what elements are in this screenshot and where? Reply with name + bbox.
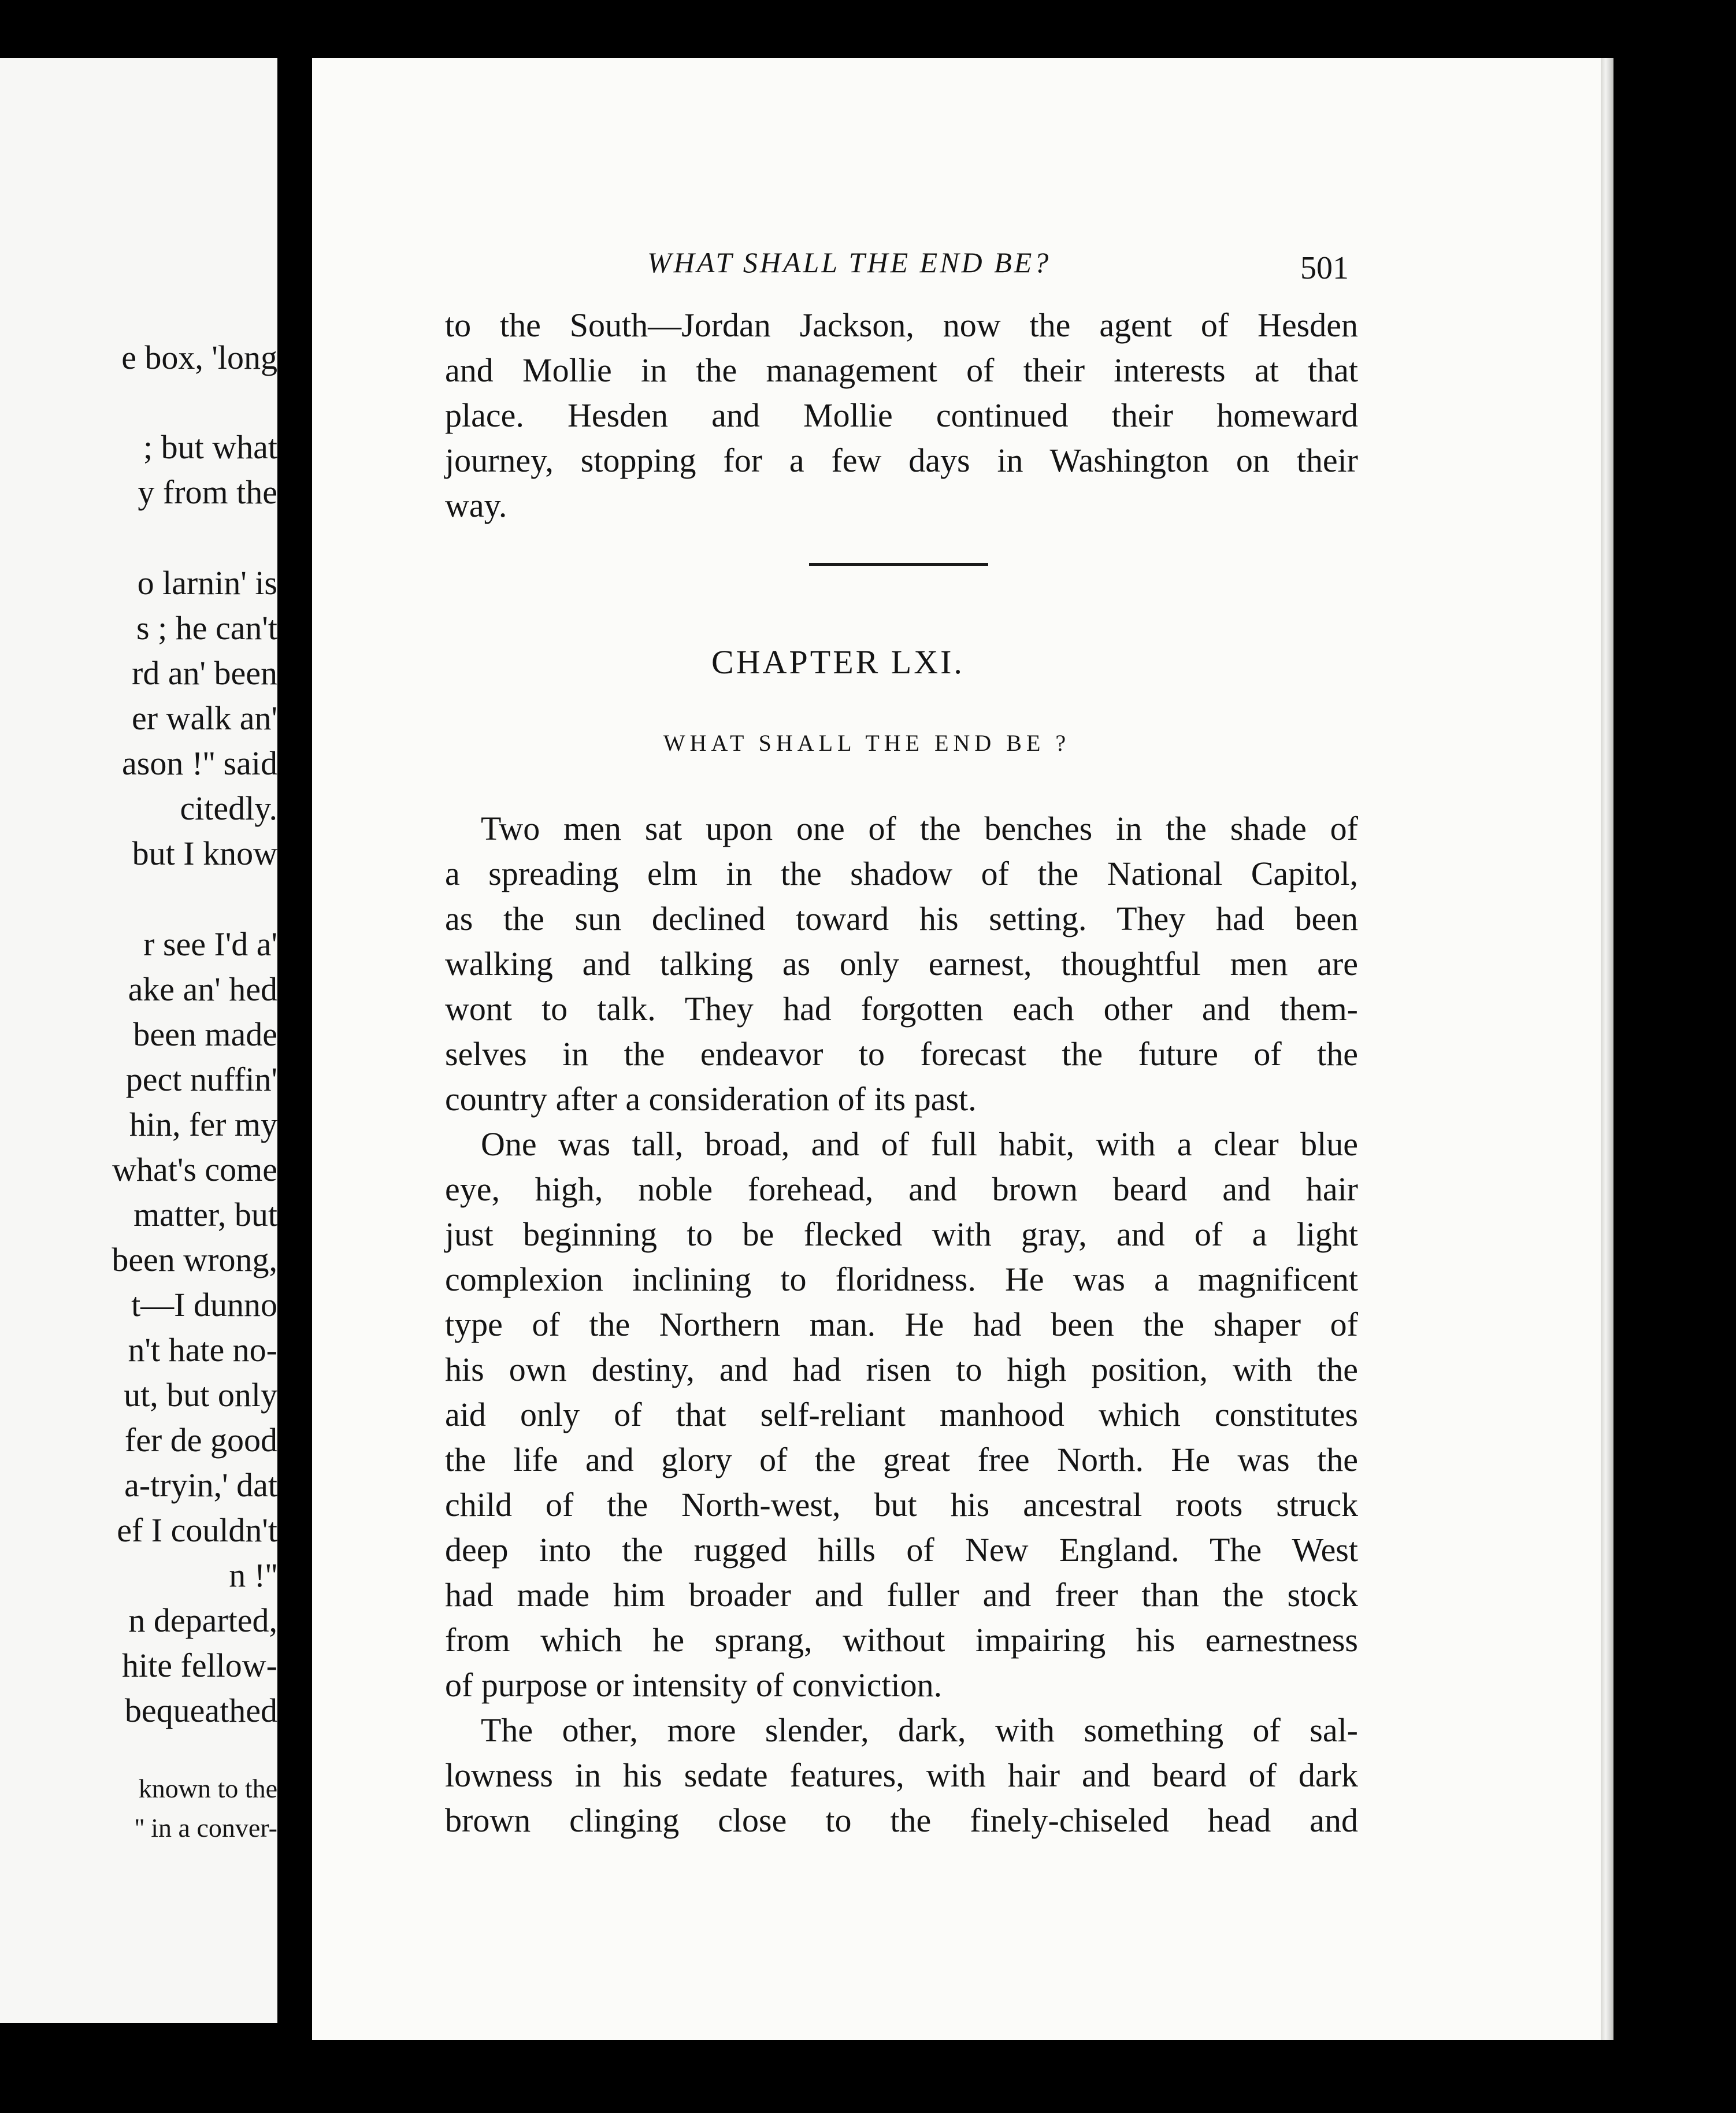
left-page-line: hin, fer my (129, 1106, 277, 1143)
paragraph-2 (445, 1122, 1358, 1708)
page-number: 501 (1300, 250, 1349, 286)
left-page-line: citedly. (180, 789, 277, 827)
text-line: the life and glory of the great free North. He was the (445, 1441, 1358, 1478)
text-line: One was tall, broad, and of full habit, with a clear blue (481, 1125, 1358, 1163)
left-page-line: pect nuffin' (125, 1061, 277, 1098)
text-line: his own destiny, and had risen to high position, with the (445, 1351, 1358, 1388)
paragraph-3 (445, 1708, 1358, 1843)
text-line: walking and talking as only earnest, thoughtful men are (445, 945, 1358, 983)
left-page-line: ake an' hed (128, 970, 277, 1008)
left-page-line: ut, but only (124, 1376, 277, 1414)
chapter-title: CHAPTER LXI. (711, 643, 965, 681)
left-page-line: n !'' (229, 1556, 277, 1594)
left-page-line: a-tryin,' dat (124, 1466, 277, 1504)
left-page-line: but I know (132, 835, 277, 872)
left-page-line: y from the (138, 473, 277, 511)
left-page-line: ; but what (143, 428, 277, 466)
left-page-line: what's come (112, 1151, 277, 1188)
text-line: and Mollie in the management of their interests at that (445, 351, 1358, 389)
left-page-line: o larnin' is (137, 564, 277, 602)
section-rule (809, 563, 988, 566)
text-line: a spreading elm in the shadow of the National Capitol, (445, 855, 1358, 892)
text-line: from which he sprang, without impairing his earnestness (445, 1621, 1358, 1659)
left-page-line: r see I'd a' (143, 925, 277, 963)
text-line: place. Hesden and Mollie continued their homeward (445, 396, 1358, 434)
text-line: had made him broader and fuller and freer than the stock (445, 1576, 1358, 1614)
continuation-paragraph (445, 303, 1358, 528)
text-line: wont to talk. They had forgotten each other and them- (445, 990, 1358, 1028)
left-page-line: e box, 'long (121, 339, 277, 376)
running-head: WHAT SHALL THE END BE? (647, 246, 1051, 279)
text-line: type of the Northern man. He had been the shaper of (445, 1306, 1358, 1343)
text-line: just beginning to be flecked with gray, and of a light (445, 1215, 1358, 1253)
text-line: to the South—Jordan Jackson, now the agent of Hesden (445, 306, 1358, 344)
left-page-footnote-line: known to the (138, 1774, 277, 1803)
text-line: of purpose or intensity of conviction. (445, 1666, 943, 1704)
paragraph-1 (445, 806, 1358, 1122)
left-page-line: ef I couldn't (117, 1511, 277, 1549)
page-edge (1601, 58, 1613, 2040)
text-line: way. (445, 487, 507, 524)
text-line: brown clinging close to the finely-chiseled head and (445, 1801, 1358, 1839)
left-page-line: matter, but (133, 1196, 277, 1233)
text-line: lowness in his sedate features, with hair and beard of dark (445, 1756, 1358, 1794)
left-page-line: n departed, (128, 1602, 277, 1639)
text-line: The other, more slender, dark, with something of sal- (481, 1711, 1358, 1749)
text-line: aid only of that self-reliant manhood which constitutes (445, 1396, 1358, 1433)
left-page-line: been made (133, 1015, 277, 1053)
text-line: child of the North-west, but his ancestral roots struck (445, 1486, 1358, 1523)
left-page-line: t—I dunno (131, 1286, 277, 1324)
text-line: selves in the endeavor to forecast the future of the (445, 1035, 1358, 1073)
left-page-line: been wrong, (112, 1241, 277, 1278)
left-page-line: n't hate no- (128, 1331, 277, 1369)
text-line: eye, high, noble forehead, and brown beard and hair (445, 1170, 1358, 1208)
text-line: journey, stopping for a few days in Washington on their (445, 442, 1358, 479)
left-page-line: hite fellow- (122, 1647, 277, 1684)
left-page-line: bequeathed (124, 1692, 277, 1729)
left-page-footnote-line: '' in a conver- (135, 1813, 277, 1843)
left-page (0, 58, 277, 2023)
left-page-line: ason !'' said (122, 744, 277, 782)
left-page-line: er walk an' (132, 699, 277, 737)
text-line: complexion inclining to floridness. He was a magnificent (445, 1261, 1358, 1298)
left-page-line: rd an' been (132, 654, 277, 692)
chapter-subtitle: WHAT SHALL THE END BE ? (663, 730, 1071, 756)
text-line: country after a consideration of its past. (445, 1080, 977, 1118)
text-line: deep into the rugged hills of New England. The West (445, 1531, 1358, 1569)
text-line: Two men sat upon one of the benches in the shade of (481, 810, 1358, 847)
left-page-line: fer de good (124, 1421, 277, 1459)
left-page-line: s ; he can't (136, 609, 277, 647)
text-line: as the sun declined toward his setting. They had been (445, 900, 1358, 937)
